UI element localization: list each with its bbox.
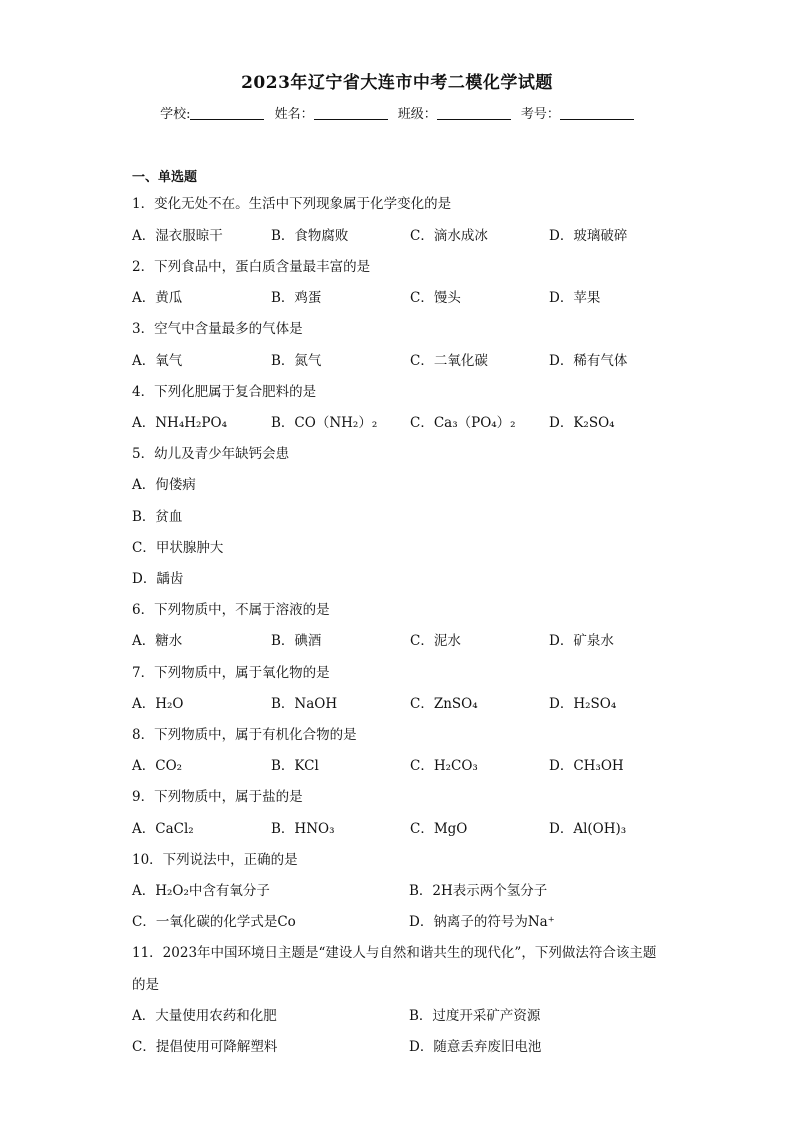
option-row <box>132 1035 672 1055</box>
question-stem: 11．2023年中国环境日主题是“建设人与自然和谐共生的现代化”，下列做法符合该主题 <box>132 945 657 961</box>
option-row <box>132 349 672 369</box>
option-b[interactable]: B．碘酒 <box>271 633 322 649</box>
option-row <box>132 754 672 774</box>
option-c[interactable]: C．MgO <box>410 821 468 837</box>
option-b[interactable]: B．过度开采矿产资源 <box>409 1008 541 1024</box>
question-stem: 3．空气中含量最多的气体是 <box>132 321 303 337</box>
question-stem: 7．下列物质中，属于氧化物的是 <box>132 665 330 681</box>
option-a[interactable]: A．黄瓜 <box>132 290 183 306</box>
section-heading: 一、单选题 <box>132 170 198 185</box>
question-stem: 4．下列化肥属于复合肥料的是 <box>132 384 317 400</box>
option-b[interactable]: B．HNO₃ <box>271 821 335 837</box>
option-c[interactable]: C．二氧化碳 <box>410 353 488 369</box>
option-d[interactable]: D．苹果 <box>549 290 601 306</box>
question-stem: 2．下列食品中，蛋白质含量最丰富的是 <box>132 259 371 275</box>
option-c[interactable]: C．一氧化碳的化学式是Co <box>132 914 296 930</box>
school-blank[interactable] <box>190 107 264 120</box>
option-c[interactable]: C．滴水成冰 <box>410 228 488 244</box>
option-d[interactable]: D．稀有气体 <box>549 353 628 369</box>
option-row <box>132 411 672 431</box>
option-a[interactable]: A．糖水 <box>132 633 183 649</box>
name-label: 姓名： <box>274 107 314 122</box>
option-c[interactable]: C．馒头 <box>410 290 461 306</box>
option-row <box>132 879 672 899</box>
option-a[interactable]: A．CO₂ <box>132 758 183 774</box>
option-b[interactable]: B．鸡蛋 <box>271 290 322 306</box>
option-row <box>132 817 672 837</box>
school-field <box>160 103 264 122</box>
option-a[interactable]: A．CaCl₂ <box>132 821 194 837</box>
question-stem: 8．下列物质中，属于有机化合物的是 <box>132 727 357 743</box>
option-a[interactable]: A．湿衣服晾干 <box>132 228 223 244</box>
option-d[interactable]: D．钠离子的符号为Na⁺ <box>409 914 555 930</box>
class-blank[interactable] <box>437 107 511 120</box>
option-c[interactable]: C．ZnSO₄ <box>410 696 478 712</box>
option-a[interactable]: A．佝偻病 <box>132 477 196 493</box>
option-d[interactable]: D．矿泉水 <box>549 633 614 649</box>
student-info-line <box>0 103 794 122</box>
option-a[interactable]: A．H₂O <box>132 696 184 712</box>
name-blank[interactable] <box>314 107 388 120</box>
option-c[interactable]: C．提倡使用可降解塑料 <box>132 1039 278 1055</box>
class-field <box>398 103 511 122</box>
question-stem: 1．变化无处不在。生活中下列现象属于化学变化的是 <box>132 196 452 212</box>
page-title: 2023年辽宁省大连市中考二模化学试题 <box>241 73 553 93</box>
option-a[interactable]: A．H₂O₂中含有氧分子 <box>132 883 270 899</box>
option-d[interactable]: D．龋齿 <box>132 571 184 587</box>
option-c[interactable]: C．H₂CO₃ <box>410 758 478 774</box>
option-d[interactable]: D．Al(OH)₃ <box>549 821 627 837</box>
question-stem-continued: 的是 <box>132 977 159 993</box>
option-b[interactable]: B．CO（NH₂）₂ <box>271 415 378 431</box>
option-row <box>132 286 672 306</box>
option-a[interactable]: A．大量使用农药和化肥 <box>132 1008 277 1024</box>
option-row <box>132 224 672 244</box>
school-label: 学校: <box>160 107 191 122</box>
option-row <box>132 910 672 930</box>
option-row <box>132 692 672 712</box>
question-stem: 5．幼儿及青少年缺钙会患 <box>132 446 290 462</box>
option-b[interactable]: B．KCl <box>271 758 319 774</box>
question-stem: 6．下列物质中，不属于溶液的是 <box>132 602 330 618</box>
option-d[interactable]: D．玻璃破碎 <box>549 228 628 244</box>
option-b[interactable]: B．贫血 <box>132 509 183 525</box>
option-row <box>132 629 672 649</box>
option-d[interactable]: D．随意丢弃废旧电池 <box>409 1039 542 1055</box>
number-label: 考号： <box>520 107 560 122</box>
option-c[interactable]: C．Ca₃（PO₄）₂ <box>410 415 516 431</box>
option-a[interactable]: A．氧气 <box>132 353 183 369</box>
number-blank[interactable] <box>560 107 634 120</box>
option-d[interactable]: D．CH₃OH <box>549 758 624 774</box>
option-d[interactable]: D．K₂SO₄ <box>549 415 615 431</box>
option-b[interactable]: B．2H表示两个氢分子 <box>409 883 548 899</box>
option-row <box>132 1004 672 1024</box>
option-b[interactable]: B．NaOH <box>271 696 338 712</box>
question-stem: 10．下列说法中，正确的是 <box>132 852 298 868</box>
option-b[interactable]: B．食物腐败 <box>271 228 349 244</box>
number-field <box>521 103 634 122</box>
class-label: 班级： <box>397 107 437 122</box>
name-field <box>275 103 388 122</box>
question-stem: 9．下列物质中，属于盐的是 <box>132 789 303 805</box>
option-d[interactable]: D．H₂SO₄ <box>549 696 617 712</box>
option-c[interactable]: C．泥水 <box>410 633 461 649</box>
option-a[interactable]: A．NH₄H₂PO₄ <box>132 415 227 431</box>
option-b[interactable]: B．氮气 <box>271 353 322 369</box>
option-c[interactable]: C．甲状腺肿大 <box>132 540 224 556</box>
